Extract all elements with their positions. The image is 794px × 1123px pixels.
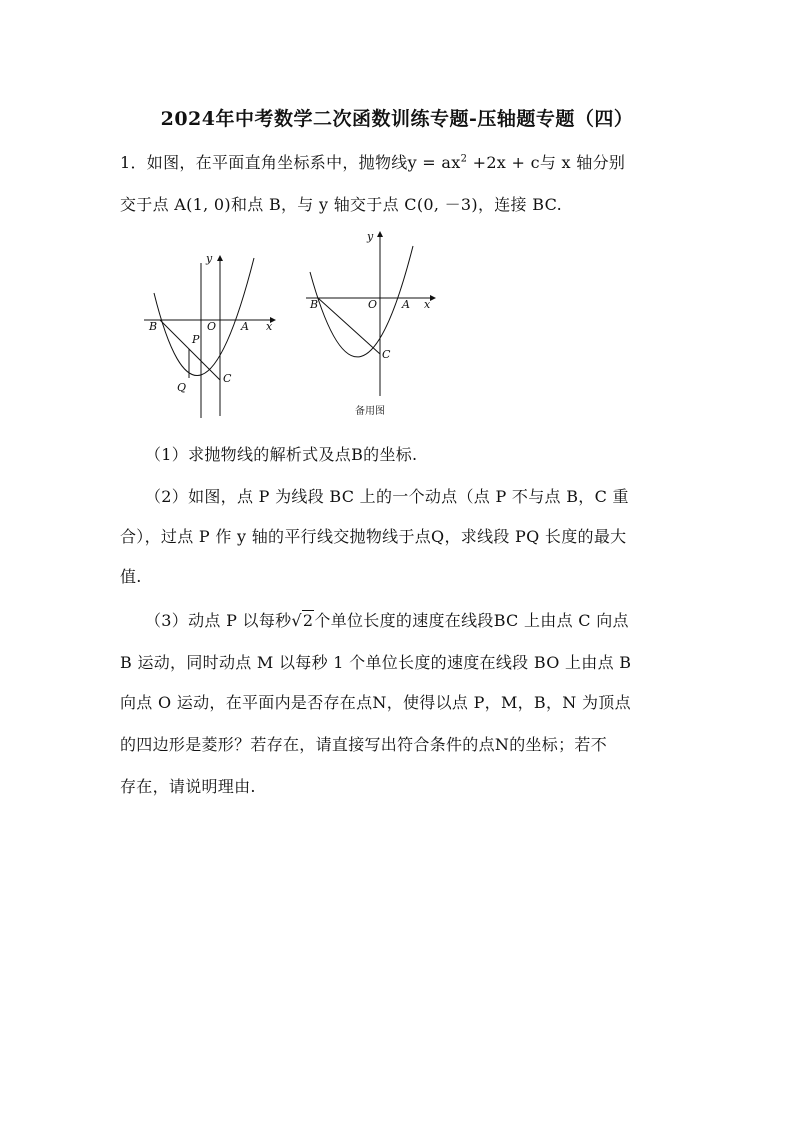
question-3-text-1b: 个单位长度的速度在线段BC 上由点 C 向点 (314, 611, 629, 630)
question-3-text-1a: （3）动点 P 以每秒 (145, 611, 292, 630)
label-x: x (266, 320, 273, 333)
sqrt-radicand: 2 (302, 611, 314, 630)
problem-text-1a: 1．如图，在平面直角坐标系中，抛物线y = ax (120, 153, 461, 172)
label-a: A (241, 320, 249, 333)
question-3-line-5: 存在，请说明理由. (120, 777, 256, 796)
parabola (154, 258, 254, 376)
label-y: y (206, 252, 213, 265)
question-2-line-2: 合），过点 P 作 y 轴的平行线交抛物线于点Q，求线段 PQ 长度的最大 (120, 527, 627, 546)
label-x: x (424, 298, 431, 311)
label-b: B (310, 298, 319, 311)
question-2-line-3: 值. (120, 567, 142, 586)
question-3-line-1 (145, 608, 629, 631)
label-o: O (368, 298, 378, 311)
figure-2 (300, 228, 445, 420)
exponent: 2 (460, 153, 468, 165)
figure-caption: 备用图 (355, 406, 385, 417)
question-3-line-4: 的四边形是菱形？若存在，请直接写出符合条件的点N的坐标；若不 (120, 735, 608, 754)
label-c: C (382, 348, 391, 361)
page-title: 2024年中考数学二次函数训练专题-压轴题专题（四） (160, 108, 634, 130)
label-p: P (192, 333, 200, 346)
question-2-line-1: （2）如图，点 P 为线段 BC 上的一个动点（点 P 不与点 B，C 重 (145, 487, 629, 506)
parabola (310, 246, 413, 357)
problem-text-1b: +2x + c与 x 轴分别 (467, 153, 626, 172)
question-3-line-3: 向点 O 运动，在平面内是否存在点N，使得以点 P，M，B，N 为顶点 (120, 693, 631, 712)
label-y: y (367, 230, 374, 243)
question-1: （1）求抛物线的解析式及点B的坐标. (145, 445, 418, 464)
label-c: C (223, 372, 232, 385)
label-b: B (149, 320, 158, 333)
label-q: Q (177, 381, 187, 394)
label-o: O (207, 320, 217, 333)
problem-line-2: 交于点 A(1, 0)和点 B，与 y 轴交于点 C(0, －3)，连接 BC. (120, 195, 562, 214)
problem-line-1 (120, 150, 625, 173)
label-a: A (402, 298, 410, 311)
sqrt-expression: √2 (291, 611, 314, 630)
question-3-line-2: B 运动，同时动点 M 以每秒 1 个单位长度的速度在线段 BO 上由点 B (120, 653, 632, 672)
figure-1 (140, 248, 285, 420)
